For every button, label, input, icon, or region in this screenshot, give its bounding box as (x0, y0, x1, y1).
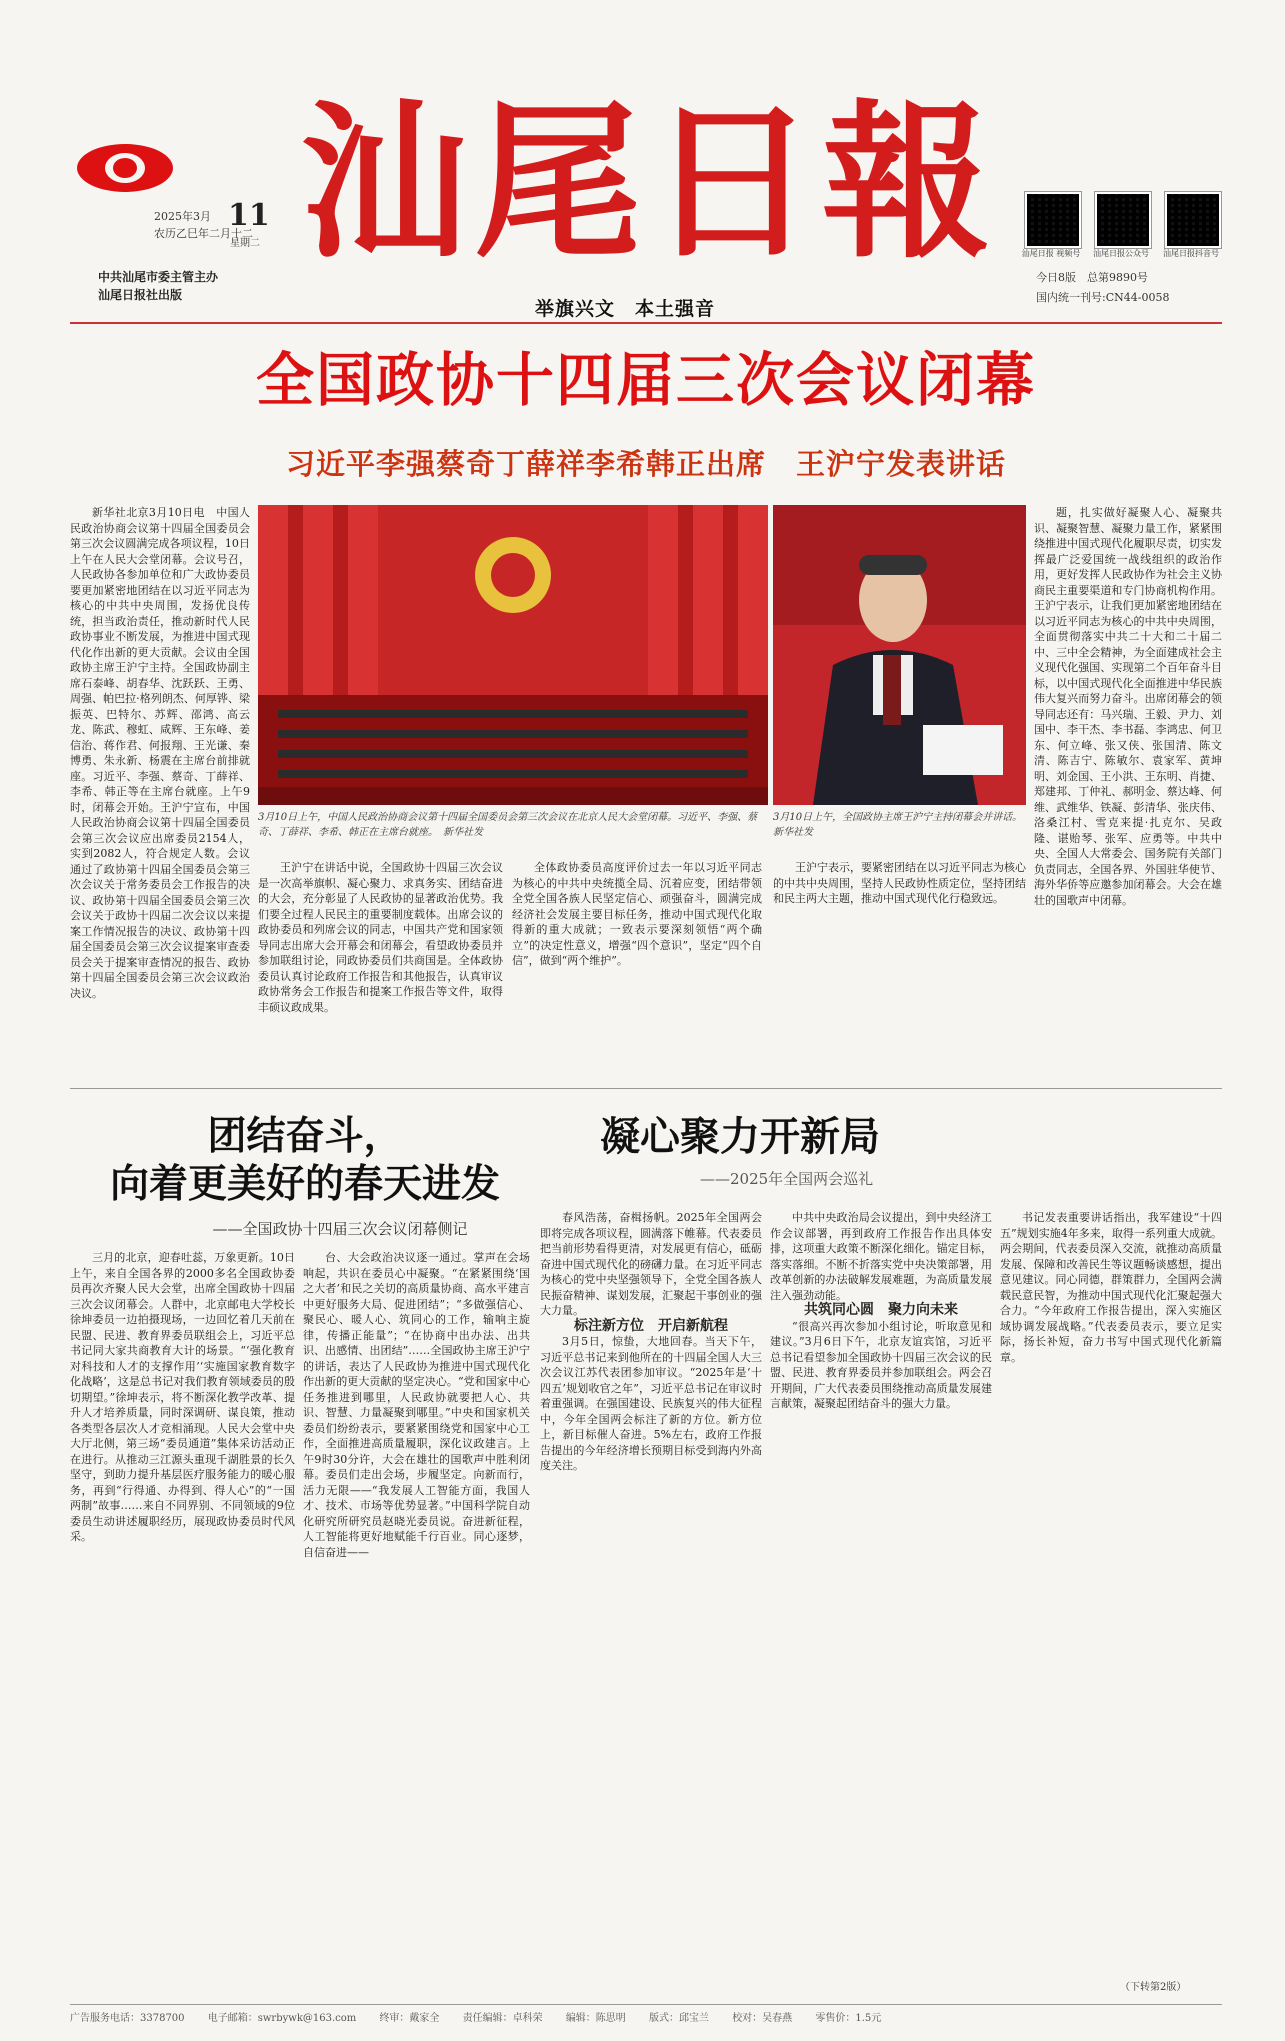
qr-label: 汕尾日报抖音号 (1163, 249, 1219, 258)
lead-column-1 (70, 505, 250, 1075)
page-count: 今日8版 总第9890号 (1036, 271, 1148, 284)
footer-item: 校对：吴春燕 (732, 2013, 793, 2024)
photo2-caption: 3月10日上午，全国政协主席王沪宁主持闭幕会并讲话。 新华社发 (773, 812, 1028, 838)
qr-code-douyin-icon[interactable] (1165, 192, 1221, 248)
lead-column-3 (512, 860, 762, 1075)
lead-column-4 (773, 860, 1026, 1075)
article1-col1-text: 三月的北京，迎春吐蕊，万象更新。10日上午，来自全国各界的2000多名全国政协委员再次齐聚人民大会堂，出席全国政协十四届三次会议闭幕会。人群中，北京邮电大学校长徐坤委员一边拍摄现场，一边回忆着几天前在民盟、民进、教育界委员联组会上，习近平总书记同大家共商教育大计的场景。“‘强化教育对科技和人才的支撑作用’‘实施国家教育数字化战略’，这是总书记对我们教育领域委员的殷切期望。”徐坤表示，将不断深化教学改革、提升人才培养质量，同时深调研、谋良策，推动各类型各层次人才竞相涌现。人民大会堂中央大厅北侧，第三场“委员通道”集体采访活动正在进行。从推动三江源头重现千湖胜景的长久坚守，到助力提升基层医疗服务能力的暖心服务，再到“行得通、办得到、得人心”的“一国两制”故事……来自不同界别、不同领域的9位委员生动讲述履职经历，展现政协委员时代风采。 (70, 1251, 295, 1543)
footer-item: 责任编辑：卓科荣 (462, 2013, 543, 2024)
footer-item: 广告服务电话：3378700 (70, 2013, 185, 2024)
section-divider (70, 1088, 1222, 1089)
article1-col2-text: 台、大会政治决议逐一通过。掌声在会场响起，共识在委员心中凝聚。“在紧紧围绕‘国之大者’和民之关切的高质量协商、高水平建言中更好服务大局、促进团结”；“多做强信心、聚民心、暖人心、筑同心的工作，输响主旋律，传播正能量”；“在协商中出办法、出共识、出感情、出团结”……全国政协主席王沪宁的讲话，表达了人民政协为推进中国式现代化作出新的更大贡献的坚定决心。“党和国家中心任务推进到哪里，人民政协就要把人心、共识、智慧、力量凝聚到哪里。”中央和国家机关委员们纷纷表示，要紧紧围绕党和国家中心工作，全面推进高质量履职，深化议政建言。上午9时30分许，大会在雄壮的国歌声中胜利闭幕。委员们走出会场，步履坚定。向新而行，活力无限——“我发展人工智能方面，我国人才、技术、市场等优势显著。”中国科学院自动化研究所研究员赵晓光委员说。奋进新征程，人工智能将更好地赋能千行百业。同心逐梦，自信奋进—— (303, 1251, 530, 1559)
lead-headline: 全国政协十四届三次会议闭幕 (255, 346, 1036, 414)
footer-item: 电子邮箱：swrbywk@163.com (207, 2013, 357, 2024)
lead-mid1-text: 王沪宁在讲话中说，全国政协十四届三次会议是一次高举旗帜、凝心聚力、求真务实、团结奋进的大会，充分彰显了人民政协的显著政治优势。我们要全过程人民民主的重要制度载体。出席会议的政协委员和列席会议的同志，中国共产党和国家领导同志出席大会开幕会和闭幕会，看望政协委员并参加联组讨论，同政协委员们共商国是。全体政协委员认真讨论政府工作报告和其他报告，认真审议政协常务会工作报告和提案工作报告等文件，取得丰硕议政成果。 (258, 861, 503, 1014)
closing-session-photo (258, 505, 768, 805)
article2-subhead-1: 标注新方位 开启新航程 (574, 1317, 728, 1334)
qr-label: 汕尾日报公众号 (1093, 249, 1149, 258)
article1-column-2 (303, 1250, 530, 1995)
article1-title-line1: 团结奋斗， (207, 1113, 403, 1159)
qr-codes (1021, 192, 1225, 272)
paper-title: 汕尾日報 (300, 83, 996, 281)
article1-title (70, 1112, 540, 1208)
lead-subheadline: 习近平李强蔡奇丁薛祥李希韩正出席 王沪宁发表讲话 (285, 447, 1006, 481)
footer-item: 零售价：1.5元 (815, 2013, 882, 2024)
article1-dek: ——全国政协十四届三次会议闭幕侧记 (212, 1220, 468, 1238)
article2-dek: ——2025年全国两会巡礼 (700, 1170, 874, 1188)
article2-column-3 (1000, 1210, 1222, 1975)
photo1-caption: 3月10日上午，中国人民政治协商会议第十四届全国委员会第三次会议在北京人民大会堂闭幕。习近平、李强、蔡奇、丁薛祥、李希、韩正在主席台就座。 新华社发 (258, 812, 758, 838)
day-number: 11 (228, 198, 270, 233)
footer-item: 编辑：陈思明 (565, 2013, 626, 2024)
weekday: 星期二 (230, 238, 260, 249)
slogan: 举旗兴文 本土强音 (535, 298, 716, 320)
lead-col-right-lead: 王沪宁表示，要紧密团结在以习近平同志为核心的中共中央周围，坚持人民政协性质定位，坚持团结和民主两大主题，推动中国式现代化行稳致远。 (773, 861, 1026, 905)
masthead-logo (70, 138, 180, 198)
article2-col2-text: 中共中央政治局会议提出，到中央经济工作会议部署，再到政府工作报告作出具体安排，这项重大政策不断深化细化。锚定目标，落实落细。不断不折落实党中央决策部署，用改革创新的办法破解发展难题，为高质量发展注入强劲动能。 (770, 1211, 992, 1302)
lead-column-2 (258, 860, 503, 1075)
sponsor-info (98, 268, 288, 304)
article2-col3-text: 书记发表重要讲话指出，我军建设“十四五”规划实施4年多来，取得一系列重大成就。两会期间，代表委员深入交流，就推动高质量发展、保障和改善民生等议题畅谈感想，提出意见建议。同心同德，群策群力，全国两会满载民意民智，为推动中国式现代化汇聚起强大合力。“今年政府工作报告提出，深入实施区域协调发展战略。”代表委员表示，要立足实际，扬长补短，奋力书写中国式现代化新篇章。 (1000, 1211, 1222, 1364)
article2-title: 凝心聚力开新局 (600, 1113, 880, 1160)
footer-info (70, 2004, 1222, 2024)
qr-code-video-icon[interactable] (1025, 192, 1081, 248)
lead-mid2-text: 全体政协委员高度评价过去一年以习近平同志为核心的中共中央统揽全局、沉着应变，团结带领全党全国各族人民坚定信心、顽强奋斗，圆满完成经济社会发展主要目标任务，推动中国式现代化取得新的重大成就；一致表示要深刻领悟“两个确立”的决定性意义，增强“四个意识”，坚定“四个自信”，做到“两个维护”。 (512, 861, 762, 967)
article2-subhead-2: 共筑同心圆 聚力向未来 (804, 1302, 958, 1318)
footer-item: 版式：邱宝兰 (649, 2013, 709, 2024)
sponsor-line2: 汕尾日报社出版 (98, 288, 183, 302)
date-year-month: 2025年3月 (154, 210, 211, 223)
masthead-divider (70, 322, 1222, 324)
sponsor-line1: 中共汕尾市委主管主办 (98, 270, 219, 284)
speaker-photo (773, 505, 1026, 805)
article2-col2b-text: “很高兴再次参加小组讨论，听取意见和建议。”3月6日下午，北京友谊宾馆，习近平总书记看望参加全国政协十四届三次会议的民盟、民进、教育界委员并参加联组会。两会召开期间，广大代表委员围绕推动高质量发展建言献策，凝聚起团结奋斗的强大力量。 (770, 1319, 992, 1410)
lead-col1-text: 新华社北京3月10日电 中国人民政治协商会议第十四届全国委员会第三次会议圆满完成各项议程，10日上午在人民大会堂闭幕。会议号召，人民政协各参加单位和广大政协委员要更加紧密地团结在以习近平同志为核心的中共中央周围，发扬优良传统，担当政治责任，推动新时代人民政协事业不断发展，为推进中国式现代化作出新的更大贡献。会议由全国政协主席王沪宁主持。全国政协副主席石泰峰、胡春华、沈跃跃、王勇、周强、帕巴拉·格列朗杰、何厚铧、梁振英、巴特尔、苏辉、邵鸿、高云龙、陈武、穆虹、咸辉、王东峰、姜信治、蒋作君、何报翔、王光谦、秦博勇、朱永新、杨震在主席台前排就座。习近平、李强、蔡奇、丁薛祥、李希、韩正等在主席台就座。上午9时，闭幕会开始。王沪宁宣布，中国人民政治协商会议第十四届全国委员会第三次会议应出席委员2154人，实到2082人，符合规定人数。会议通过了政协第十四届全国委员会第三次会议关于常务委员会工作报告的决议、政协第十四届全国委员会第三次会议关于政协十四届二次会议以来提案工作情况报告的决议、政协第十四届全国委员会第三次会议提案审查委员会关于提案审查情况的报告、政协第十四届全国委员会第三次会议政治决议。 (70, 506, 250, 1000)
qr-label: 汕尾日报 视频号 (1021, 249, 1081, 258)
footer-item: 终审：戴家全 (379, 2013, 440, 2024)
publication-info (1036, 268, 1226, 308)
article1-title-line2: 向着更美好的春天进发 (109, 1161, 500, 1207)
lead-col-right-text: 题，扎实做好凝聚人心、凝聚共识、凝聚智慧、凝聚力量工作，紧紧围绕推进中国式现代化履职尽责，切实发挥最广泛爱国统一战线组织的政治作用，更好发挥人民政协作为社会主义协商民主重要渠道和专门协商机构作用。王沪宁表示，让我们更加紧密地团结在以习近平同志为核心的中共中央周围，全面贯彻落实中共二十大和二十届二中、三中全会精神，为全面建成社会主义现代化强国、实现第二个百年奋斗目标，以中国式现代化全面推进中华民族伟大复兴而努力奋斗。出席闭幕会的领导同志还有：马兴瑞、王毅、尹力、刘国中、李干杰、李书磊、李鸿忠、何卫东、何立峰、张又侠、张国清、陈文清、陈吉宁、陈敏尔、袁家军、黄坤明、刘金国、王小洪、王东明、肖捷、郑建邦、丁仲礼、郝明金、蔡达峰、何维、武维华、铁凝、彭清华、张庆伟、洛桑江村、雪克来提·扎克尔、吴政隆、谌贻琴、张军、应勇等。中共中央、全国人大常委会、国务院有关部门负责同志，全国各界、外国驻华使节、海外华侨等应邀参加闭幕会。大会在雄壮的国歌声中闭幕。 (1034, 506, 1222, 907)
qr-code-official-account-icon[interactable] (1095, 192, 1151, 248)
article1-column-1 (70, 1250, 295, 1995)
article2-col1-text: 春风浩荡，奋楫扬帆。2025年全国两会即将完成各项议程，圆满落下帷幕。代表委员把当前形势看得更清，对发展更有信心，砥砺奋进中国式现代化的磅礴力量。在习近平同志为核心的党中央坚强领导下，全党全国各族人民振奋精神、谋划发展，汇聚起干事创业的强大力量。 (540, 1211, 762, 1317)
article2-column-2 (770, 1210, 992, 1995)
continued-note: （下转第2版） (1120, 1982, 1187, 1993)
lunar-date: 农历乙巳年二月十二 (154, 227, 253, 240)
article2-column-1 (540, 1210, 762, 1995)
lead-column-5 (1034, 505, 1222, 1075)
article2-col1b-text: 3月5日，惊蛰，大地回春。当天下午，习近平总书记来到他所在的十四届全国人大三次会议江苏代表团参加审议。“2025年是‘十四五’规划收官之年”，习近平总书记在审议时着重强调。在强国建设、民族复兴的伟大征程中，今年全国两会标注了新的方位。新方位上，新目标催人奋进。5%左右，政府工作报告提出的今年经济增长预期目标受到海内外高度关注。 (540, 1335, 762, 1472)
cn-number: 国内统一刊号:CN44-0058 (1036, 291, 1170, 304)
